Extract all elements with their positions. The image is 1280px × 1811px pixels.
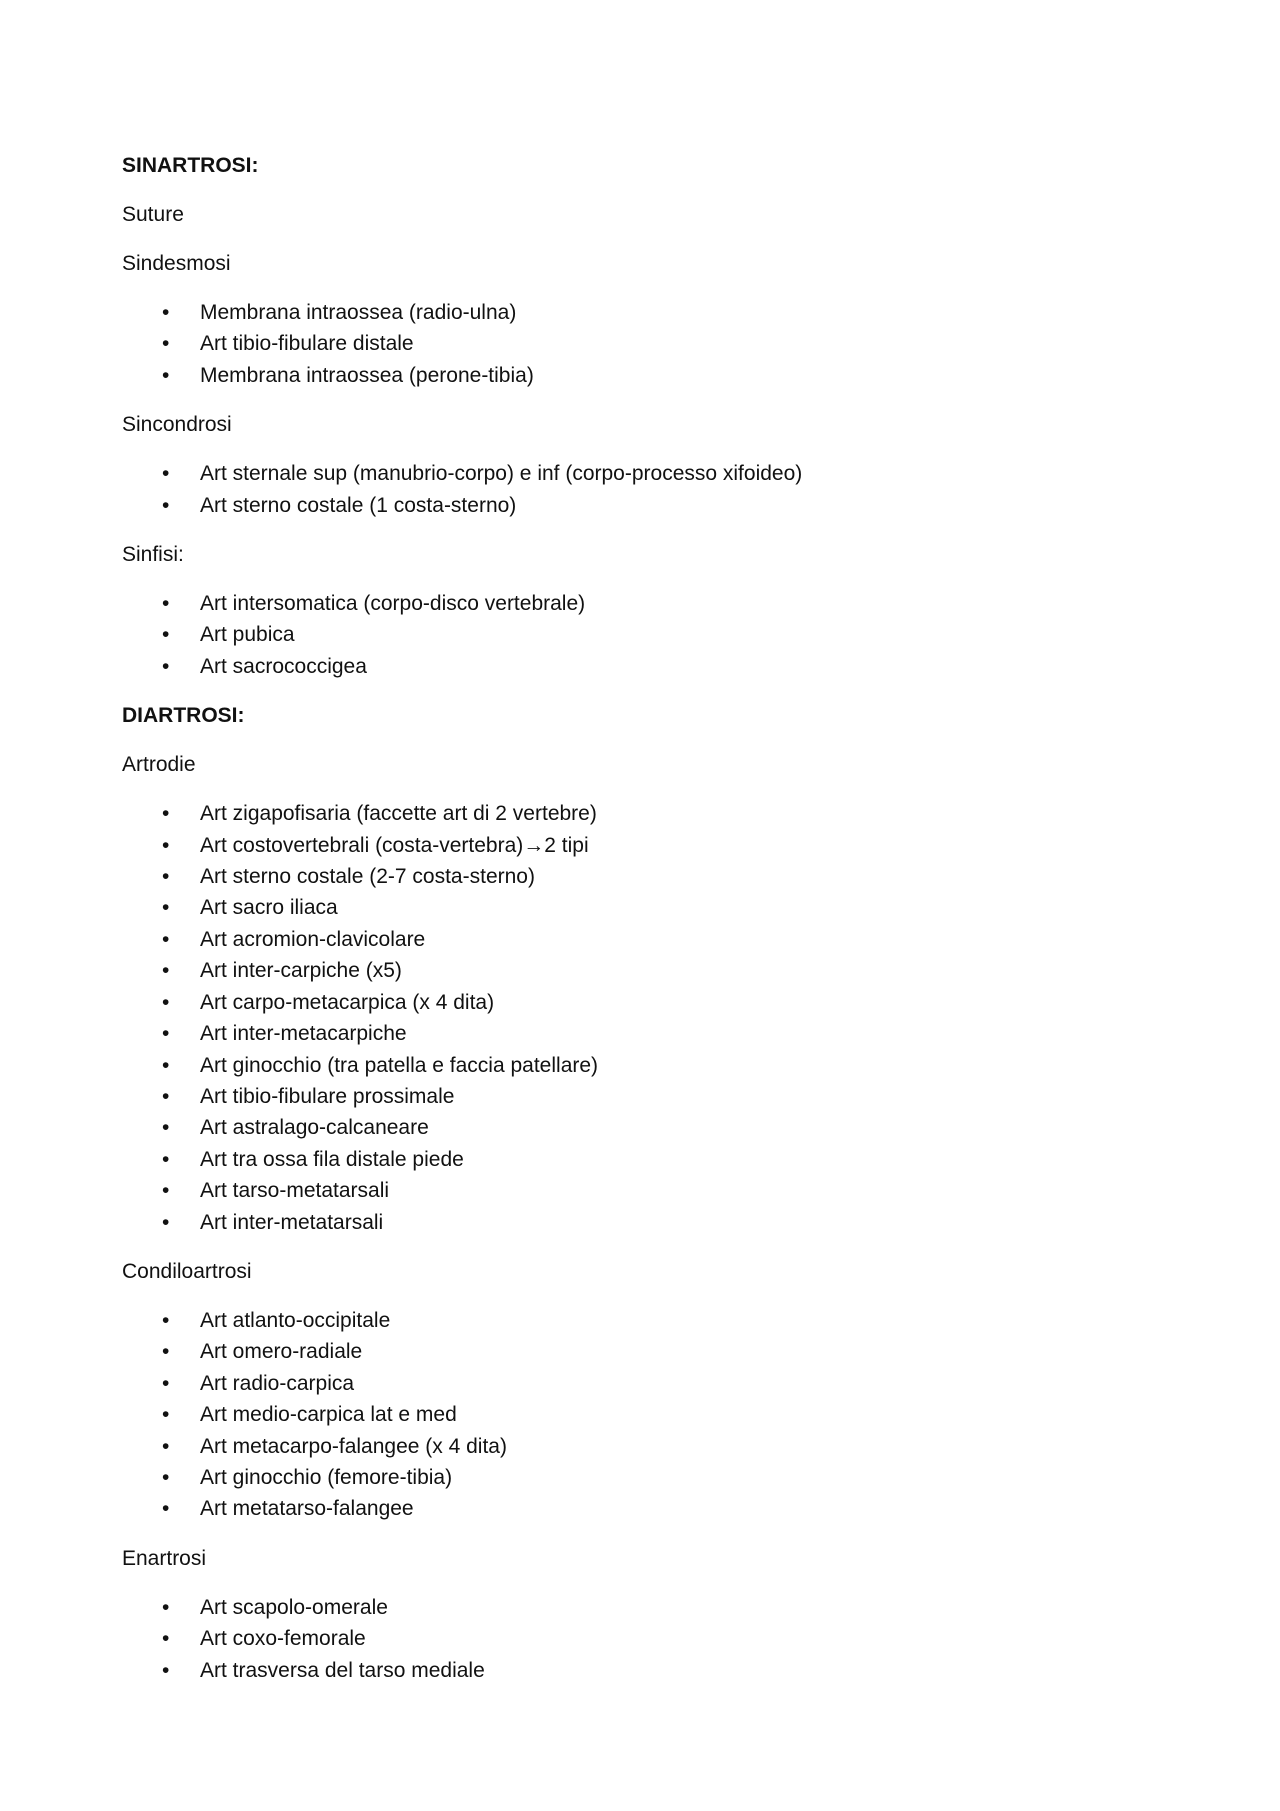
bullet-icon: • bbox=[162, 1308, 170, 1332]
list-item: • Art ginocchio (femore-tibia) bbox=[122, 1462, 1158, 1493]
list-item: • Art sternale sup (manubrio-corpo) e inf (corpo-processo xifoideo) bbox=[122, 458, 1158, 489]
bullet-icon: • bbox=[162, 865, 170, 889]
list-item: • Art sacrococcigea bbox=[122, 651, 1158, 682]
list-item: • Membrana intraossea (radio-ulna) bbox=[122, 297, 1158, 328]
bullet-icon: • bbox=[162, 1465, 170, 1489]
list-condiloartrosi bbox=[122, 1305, 1158, 1525]
list-item: • Art pubica bbox=[122, 619, 1158, 650]
list-item: • Art tibio-fibulare distale bbox=[122, 328, 1158, 359]
list-item: • Art tarso-metatarsali bbox=[122, 1175, 1158, 1206]
list-item: • Art astralago-calcaneare bbox=[122, 1112, 1158, 1143]
list-item: • Art tibio-fibulare prossimale bbox=[122, 1081, 1158, 1112]
list-item: • Art intersomatica (corpo-disco vertebrale) bbox=[122, 588, 1158, 619]
list-item: • Art medio-carpica lat e med bbox=[122, 1399, 1158, 1430]
group-title-artrodie: Artrodie bbox=[122, 753, 196, 777]
list-item: • Art scapolo-omerale bbox=[122, 1592, 1158, 1623]
list-item: • Art acromion-clavicolare bbox=[122, 924, 1158, 955]
bullet-icon: • bbox=[162, 1434, 170, 1458]
list-item: • Art atlanto-occipitale bbox=[122, 1305, 1158, 1336]
bullet-icon: • bbox=[162, 332, 170, 356]
list-item: • Art coxo-femorale bbox=[122, 1623, 1158, 1654]
list-item: • Art sacro iliaca bbox=[122, 892, 1158, 923]
group-title-suture: Suture bbox=[122, 203, 184, 226]
group-title-condiloartrosi: Condiloartrosi bbox=[122, 1259, 252, 1283]
bullet-icon: • bbox=[162, 1627, 170, 1651]
group-title-sindesmosi: Sindesmosi bbox=[122, 252, 231, 275]
bullet-icon: • bbox=[162, 301, 170, 324]
bullet-icon: • bbox=[162, 1084, 170, 1108]
bullet-icon: • bbox=[162, 1403, 170, 1427]
bullet-icon: • bbox=[162, 1497, 170, 1521]
group-title-sincondrosi: Sincondrosi bbox=[122, 413, 232, 437]
list-item: • Art sterno costale (2-7 costa-sterno) bbox=[122, 861, 1158, 892]
bullet-icon: • bbox=[162, 1116, 170, 1140]
bullet-icon: • bbox=[162, 990, 170, 1014]
bullet-icon: • bbox=[162, 1210, 170, 1234]
bullet-icon: • bbox=[162, 623, 170, 647]
list-item: • Art trasversa del tarso mediale bbox=[122, 1655, 1158, 1686]
list-item: • Art inter-metacarpiche bbox=[122, 1018, 1158, 1049]
section-heading-sinartrosi: SINARTROSI: bbox=[122, 154, 259, 177]
section-heading-diartrosi: DIARTROSI: bbox=[122, 704, 245, 728]
list-item: • Art tra ossa fila distale piede bbox=[122, 1144, 1158, 1175]
list-item: • Membrana intraossea (perone-tibia) bbox=[122, 360, 1158, 391]
bullet-icon: • bbox=[162, 833, 170, 857]
bullet-icon: • bbox=[162, 927, 170, 951]
bullet-icon: • bbox=[162, 1053, 170, 1077]
group-title-enartrosi: Enartrosi bbox=[122, 1546, 207, 1570]
bullet-icon: • bbox=[162, 1022, 170, 1046]
list-sinfisi bbox=[122, 588, 1158, 682]
list-item: • Art metacarpo-falangee (x 4 dita) bbox=[122, 1431, 1158, 1462]
list-item: • Art ginocchio (tra patella e faccia patellare) bbox=[122, 1050, 1158, 1081]
bullet-icon: • bbox=[162, 802, 170, 826]
list-item: • Art metatarso-falangee bbox=[122, 1493, 1158, 1524]
list-item: • Art carpo-metacarpica (x 4 dita) bbox=[122, 987, 1158, 1018]
bullet-icon: • bbox=[162, 462, 170, 486]
list-sindesmosi bbox=[122, 297, 1158, 391]
bullet-icon: • bbox=[162, 1340, 170, 1364]
bullet-icon: • bbox=[162, 1179, 170, 1203]
bullet-icon: • bbox=[162, 654, 170, 678]
list-item: • Art sterno costale (1 costa-sterno) bbox=[122, 490, 1158, 521]
bullet-icon: • bbox=[162, 959, 170, 983]
bullet-icon: • bbox=[162, 1658, 170, 1682]
list-artrodie bbox=[122, 798, 1158, 1238]
list-item: • Art inter-carpiche (x5) bbox=[122, 955, 1158, 986]
bullet-icon: • bbox=[162, 1595, 170, 1619]
bullet-icon: • bbox=[162, 1147, 170, 1171]
list-item: • Art costovertebrali (costa-vertebra)→2 tipi bbox=[122, 830, 1158, 861]
list-enartrosi bbox=[122, 1592, 1158, 1686]
bullet-icon: • bbox=[162, 592, 170, 616]
group-title-sinfisi: Sinfisi: bbox=[122, 543, 184, 567]
list-item: • Art omero-radiale bbox=[122, 1336, 1158, 1367]
list-item: • Art radio-carpica bbox=[122, 1368, 1158, 1399]
bullet-icon: • bbox=[162, 493, 170, 517]
bullet-icon: • bbox=[162, 896, 170, 920]
bullet-icon: • bbox=[162, 1371, 170, 1395]
list-sincondrosi bbox=[122, 458, 1158, 521]
bullet-icon: • bbox=[162, 363, 170, 387]
list-item: • Art inter-metatarsali bbox=[122, 1207, 1158, 1238]
list-item: • Art zigapofisaria (faccette art di 2 vertebre) bbox=[122, 798, 1158, 829]
document-page bbox=[122, 150, 1158, 1704]
